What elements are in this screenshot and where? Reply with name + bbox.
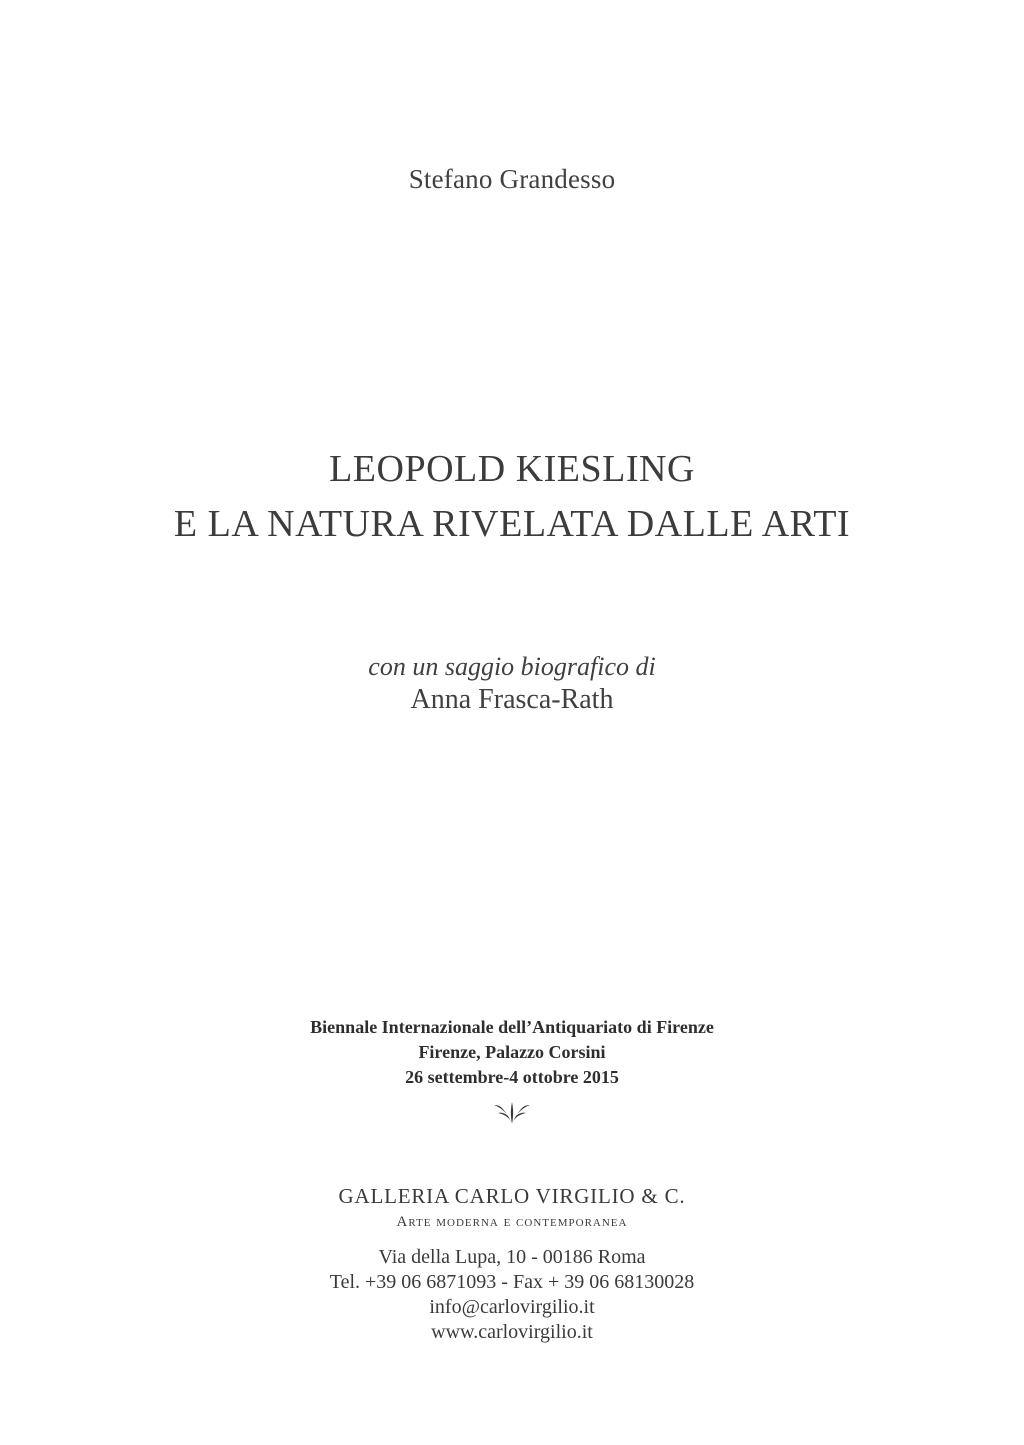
gallery-address: Via della Lupa, 10 - 00186 Roma (378, 1246, 646, 1268)
fleuron-ornament-icon (492, 1098, 532, 1126)
gallery-phone-fax: Tel. +39 06 6871093 - Fax + 39 06 68130028 (329, 1271, 695, 1293)
essay-author: Anna Frasca-Rath (410, 684, 614, 715)
essay-intro: con un saggio biografico di (368, 652, 656, 681)
gallery-name: GALLERIA CARLO VIRGILIO & C. (338, 1184, 686, 1208)
book-title-line-1: LEOPOLD KIESLING (329, 448, 695, 490)
event-venue: Firenze, Palazzo Corsini (418, 1042, 606, 1062)
gallery-email: info@carlovirgilio.it (429, 1296, 595, 1318)
book-title-line-2: E LA NATURA RIVELATA DALLE ARTI (173, 503, 851, 545)
event-name: Biennale Internazionale dell’Antiquariato di Firenze (310, 1017, 714, 1037)
event-dates: 26 settembre-4 ottobre 2015 (405, 1067, 619, 1087)
gallery-website: www.carlovirgilio.it (431, 1321, 593, 1343)
book-author: Stefano Grandesso (408, 164, 616, 194)
gallery-subtitle: Arte moderna e contemporanea (396, 1214, 628, 1230)
